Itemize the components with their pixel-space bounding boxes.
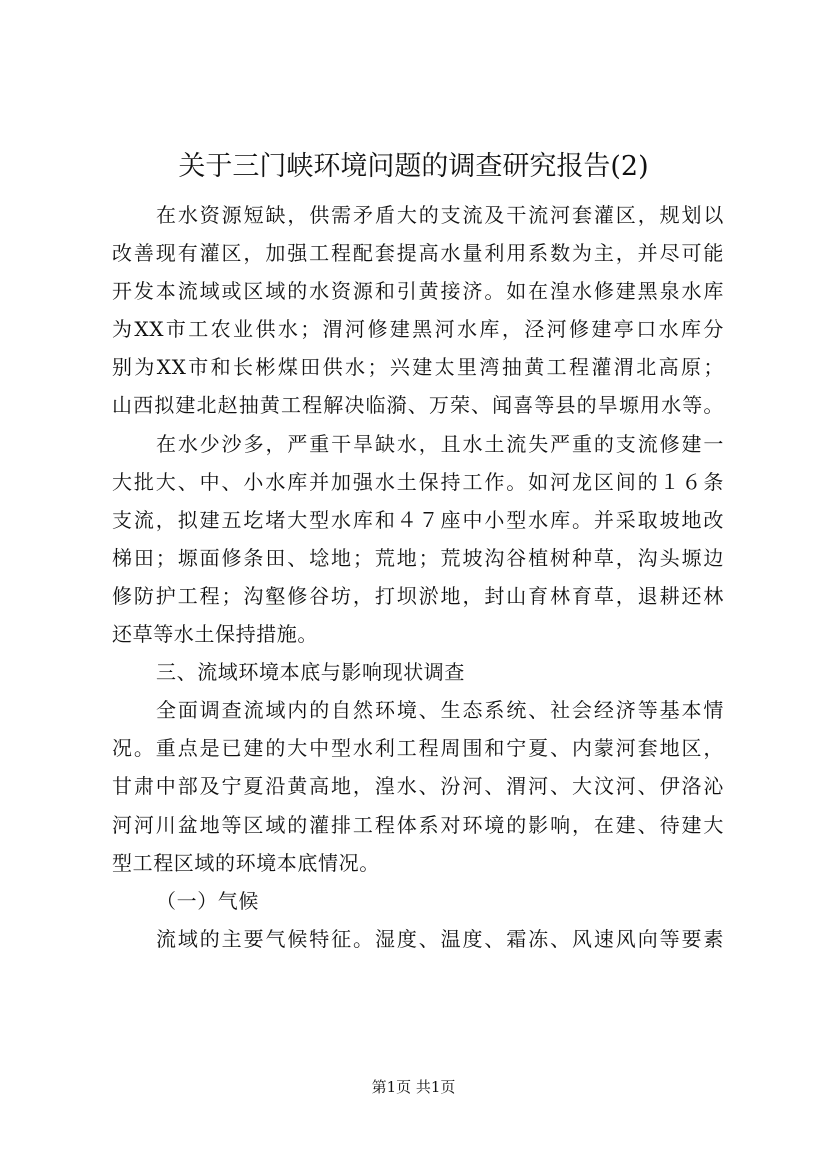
subsection-heading: （一）气候 xyxy=(156,888,259,913)
text-line: 开发本流域或区域的水资源和引黄接济。如在湟水修建黑泉水库 xyxy=(112,279,724,304)
text-line: 大批大、中、小水库并加强水土保持工作。如河龙区间的１６条 xyxy=(112,469,724,494)
text-line: 支流，拟建五圪堵大型水库和４７座中小型水库。并采取坡地改 xyxy=(112,507,724,532)
text-line: 在水资源短缺，供需矛盾大的支流及干流河套灌区，规划以 xyxy=(156,203,724,227)
text-line: 改善现有灌区，加强工程配套提高水量利用系数为主，并尽可能 xyxy=(112,241,724,266)
text-line: 别为XX市和长彬煤田供水；兴建太里湾抽黄工程灌渭北高原； xyxy=(112,355,724,380)
section-heading: 三、流域环境本底与影响现状调查 xyxy=(156,660,465,685)
text-line: 山西拟建北赵抽黄工程解决临漪、万荣、闻喜等县的旱塬用水等。 xyxy=(112,393,724,418)
text-line: 流域的主要气候特征。湿度、温度、霜冻、风速风向等要素 xyxy=(156,926,724,951)
text-line: 在水少沙多，严重干旱缺水，且水土流失严重的支流修建一 xyxy=(156,431,724,456)
page-title: 关于三门峡环境问题的调查研究报告(2) xyxy=(178,151,649,182)
text-line: 况。重点是已建的大中型水利工程周围和宁夏、内蒙河套地区， xyxy=(112,736,724,761)
page-footer: 第1页 共1页 xyxy=(371,1078,456,1096)
text-line: 还草等水土保持措施。 xyxy=(112,622,318,647)
text-line: 甘肃中部及宁夏沿黄高地，湟水、汾河、渭河、大汶河、伊洛沁 xyxy=(112,774,724,799)
text-line: 河河川盆地等区域的灌排工程体系对环境的影响，在建、待建大 xyxy=(112,812,724,837)
text-line: 修防护工程；沟壑修谷坊，打坝淤地，封山育林育草，退耕还林 xyxy=(112,583,724,608)
document-body xyxy=(112,196,724,958)
text-line: 型工程区域的环境本底情况。 xyxy=(112,850,380,875)
text-line: 梯田；塬面修条田、埝地；荒地；荒坡沟谷植树种草，沟头塬边 xyxy=(112,545,724,570)
text-line: 为XX市工农业供水；渭河修建黑河水库，泾河修建亭口水库分 xyxy=(112,317,724,342)
text-line: 全面调查流域内的自然环境、生态系统、社会经济等基本情 xyxy=(156,698,724,723)
